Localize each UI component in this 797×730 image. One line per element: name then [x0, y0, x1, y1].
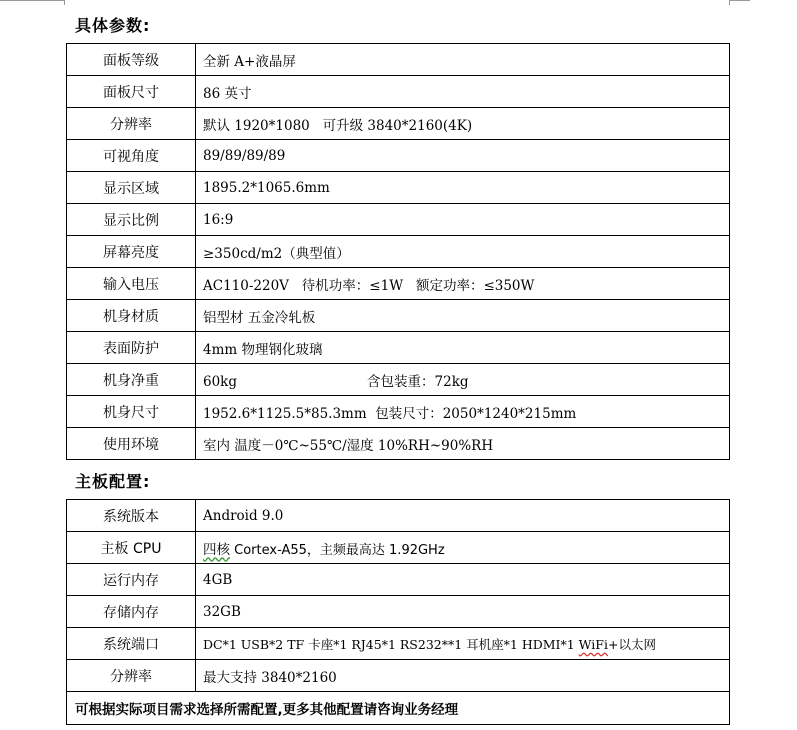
row-value: 室内 温度－0℃~55℃/湿度 10%RH~90%RH [196, 428, 730, 460]
row-label: 系统版本 [67, 500, 196, 532]
row-value: ≥350cd/m2（典型值） [196, 236, 730, 268]
table-row [67, 172, 730, 204]
ports-wifi: WiFi [578, 636, 608, 652]
row-value: 1952.6*1125.5*85.3mm 包装尺寸：2050*1240*215mm [196, 396, 730, 428]
table-row [67, 564, 730, 596]
cpu-detail: Cortex-A55，主频最高达 1.92GHz [230, 542, 445, 558]
row-label: 机身尺寸 [67, 396, 196, 428]
cpu-cores: 四核 [203, 541, 230, 558]
table-row [67, 596, 730, 628]
row-value: 89/89/89/89 [196, 140, 730, 172]
specs-title: 具体参数: [75, 16, 151, 35]
crop-mark-right [729, 0, 750, 5]
row-label: 屏幕亮度 [67, 236, 196, 268]
table-row [67, 692, 730, 725]
crop-mark-left [0, 0, 65, 5]
row-value: 铝型材 五金冷轧板 [196, 300, 730, 332]
table-row [67, 268, 730, 300]
row-label: 显示区域 [67, 172, 196, 204]
row-label: 表面防护 [67, 332, 196, 364]
board-title: 主板配置: [75, 472, 151, 491]
table-row [67, 628, 730, 660]
row-value: 全新 A+液晶屏 [196, 44, 730, 76]
row-value: 4mm 物理钢化玻璃 [196, 332, 730, 364]
gross-weight: 含包装重：72kg [367, 373, 469, 390]
row-value: 16:9 [196, 204, 730, 236]
row-label: 存储内存 [67, 596, 196, 628]
table-row [67, 500, 730, 532]
row-label: 使用环境 [67, 428, 196, 460]
row-label: 分辨率 [67, 660, 196, 692]
table-row [67, 532, 730, 564]
table-row [67, 236, 730, 268]
table-row [67, 140, 730, 172]
table-row [67, 396, 730, 428]
row-value: Android 9.0 [196, 500, 730, 532]
table-row [67, 300, 730, 332]
row-label: 系统端口 [67, 628, 196, 660]
table-row [67, 76, 730, 108]
config-note: 可根据实际项目需求选择所需配置,更多其他配置请咨询业务经理 [67, 692, 730, 725]
net-weight: 60kg [203, 373, 238, 390]
row-value [196, 364, 730, 396]
row-label: 面板尺寸 [67, 76, 196, 108]
row-label: 显示比例 [67, 204, 196, 236]
row-value: 默认 1920*1080 可升级 3840*2160(4K) [196, 108, 730, 140]
row-value: 32GB [196, 596, 730, 628]
table-row [67, 44, 730, 76]
ports-ethernet: +以太网 [607, 636, 656, 652]
row-label: 机身材质 [67, 300, 196, 332]
specs-table [66, 43, 730, 460]
table-row [67, 204, 730, 236]
row-label: 输入电压 [67, 268, 196, 300]
row-value: 86 英寸 [196, 76, 730, 108]
row-value: 4GB [196, 564, 730, 596]
table-row [67, 364, 730, 396]
row-label: 运行内存 [67, 564, 196, 596]
row-value [196, 532, 730, 564]
row-value [196, 628, 730, 660]
table-row [67, 428, 730, 460]
row-label: 面板等级 [67, 44, 196, 76]
table-row [67, 660, 730, 692]
row-label: 可视角度 [67, 140, 196, 172]
row-label: 机身净重 [67, 364, 196, 396]
row-label: 主板 CPU [67, 532, 196, 564]
board-table [66, 499, 730, 725]
table-row [67, 108, 730, 140]
row-value: AC110-220V 待机功率：≤1W 额定功率：≤350W [196, 268, 730, 300]
row-value: 最大支持 3840*2160 [196, 660, 730, 692]
table-row [67, 332, 730, 364]
row-value: 1895.2*1065.6mm [196, 172, 730, 204]
row-label: 分辨率 [67, 108, 196, 140]
ports-list: DC*1 USB*2 TF 卡座*1 RJ45*1 RS232**1 耳机座*1 HDMI*1 [203, 636, 579, 652]
